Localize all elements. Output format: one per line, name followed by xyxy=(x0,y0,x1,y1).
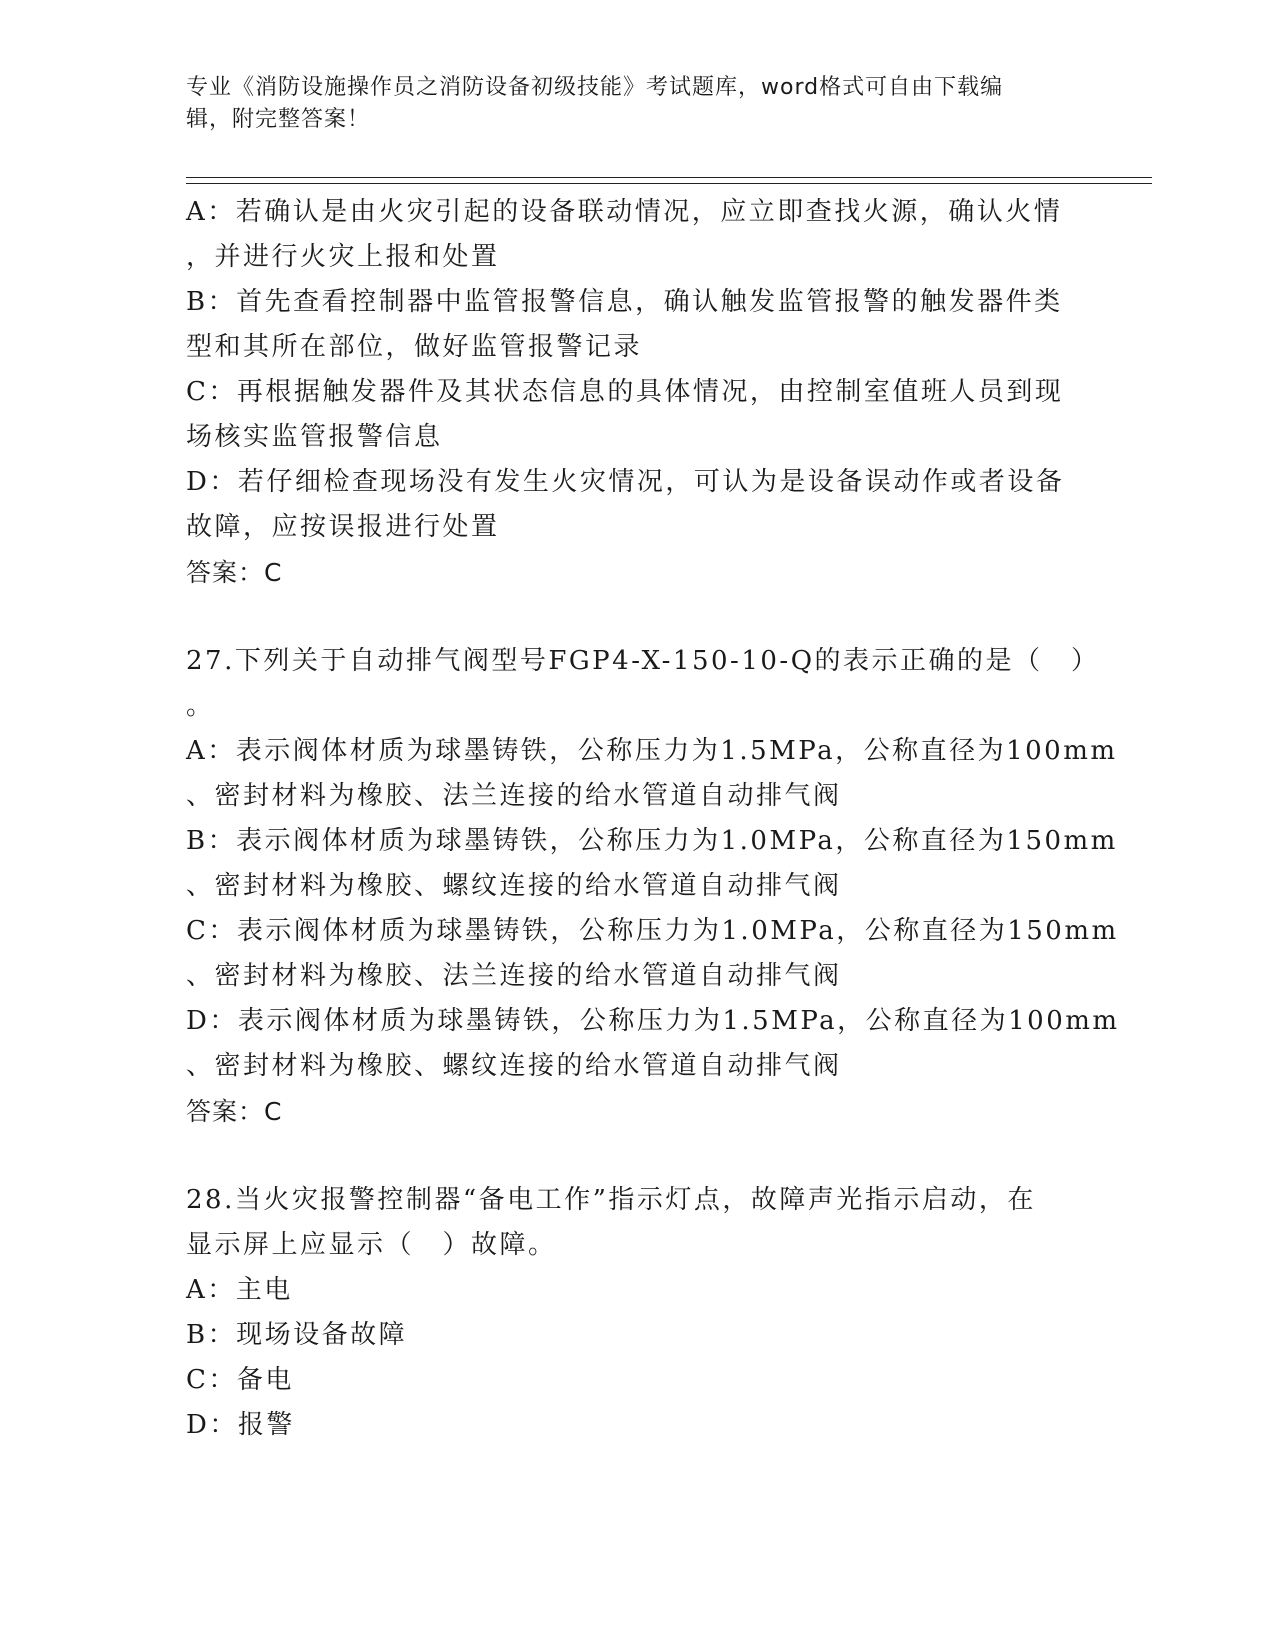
q26-option-c-line-1: C：再根据触发器件及其状态信息的具体情况，由控制室值班人员到现 xyxy=(186,377,1064,407)
q27-option-b-line-2: 、密封材料为橡胶、螺纹连接的给水管道自动排气阀 xyxy=(186,871,842,901)
q27-option-b-line-1: B：表示阀体材质为球墨铸铁，公称压力为1.0MPa，公称直径为150mm xyxy=(186,826,1118,856)
q27-option-d-line-1: D：表示阀体材质为球墨铸铁，公称压力为1.5MPa，公称直径为100mm xyxy=(186,1006,1120,1036)
q28-option-a: A：主电 xyxy=(186,1275,293,1305)
q26-answer: 答案：C xyxy=(186,558,283,587)
q26-option-d-line-1: D：若仔细检查现场没有发生火灾情况，可认为是设备误动作或者设备 xyxy=(186,467,1065,497)
q26-option-a-line-2: ，并进行火灾上报和处置 xyxy=(186,242,500,272)
q27-option-a-line-2: 、密封材料为橡胶、法兰连接的给水管道自动排气阀 xyxy=(186,781,842,811)
header-line-2: 辑，附完整答案！ xyxy=(186,107,371,132)
q28-stem-line-2: 显示屏上应显示（ ）故障。 xyxy=(186,1230,557,1260)
q27-option-d-line-2: 、密封材料为橡胶、螺纹连接的给水管道自动排气阀 xyxy=(186,1051,842,1081)
header-rule-top xyxy=(186,177,1152,178)
q27-option-c-line-2: 、密封材料为橡胶、法兰连接的给水管道自动排气阀 xyxy=(186,961,842,991)
q26-option-b-line-1: B：首先查看控制器中监管报警信息，确认触发监管报警的触发器件类 xyxy=(186,287,1063,317)
document-body xyxy=(186,190,1120,1448)
q27-answer: 答案：C xyxy=(186,1097,283,1126)
header-rule-bottom xyxy=(186,183,1152,184)
q28-option-d: D：报警 xyxy=(186,1410,295,1440)
spacer xyxy=(186,595,1086,639)
q26-option-a-line-1: A：若确认是由火灾引起的设备联动情况，应立即查找火源，确认火情 xyxy=(186,197,1063,227)
document-header xyxy=(186,72,1066,136)
q28-option-c: C：备电 xyxy=(186,1365,294,1395)
q27-stem-line-1: 27.下列关于自动排气阀型号FGP4-X-150-10-Q的表示正确的是（ ） xyxy=(186,646,1100,676)
header-line-1: 专业《消防设施操作员之消防设备初级技能》考试题库，word格式可自由下载编 xyxy=(186,75,1004,100)
question-27 xyxy=(186,639,1120,1134)
spacer xyxy=(186,1134,1086,1178)
q27-option-a-line-1: A：表示阀体材质为球墨铸铁，公称压力为1.5MPa，公称直径为100mm xyxy=(186,736,1118,766)
q26-option-b-line-2: 型和其所在部位，做好监管报警记录 xyxy=(186,332,643,362)
question-26 xyxy=(186,190,1086,595)
q28-option-b: B：现场设备故障 xyxy=(186,1320,408,1350)
q26-option-c-line-2: 场核实监管报警信息 xyxy=(186,422,443,452)
q28-stem-line-1: 28.当火灾报警控制器“备电工作”指示灯点，故障声光指示启动，在 xyxy=(186,1185,1036,1215)
q27-stem-line-2: 。 xyxy=(186,691,215,721)
question-28 xyxy=(186,1178,1086,1448)
q26-option-d-line-2: 故障，应按误报进行处置 xyxy=(186,512,500,542)
q27-option-c-line-1: C：表示阀体材质为球墨铸铁，公称压力为1.0MPa，公称直径为150mm xyxy=(186,916,1119,946)
